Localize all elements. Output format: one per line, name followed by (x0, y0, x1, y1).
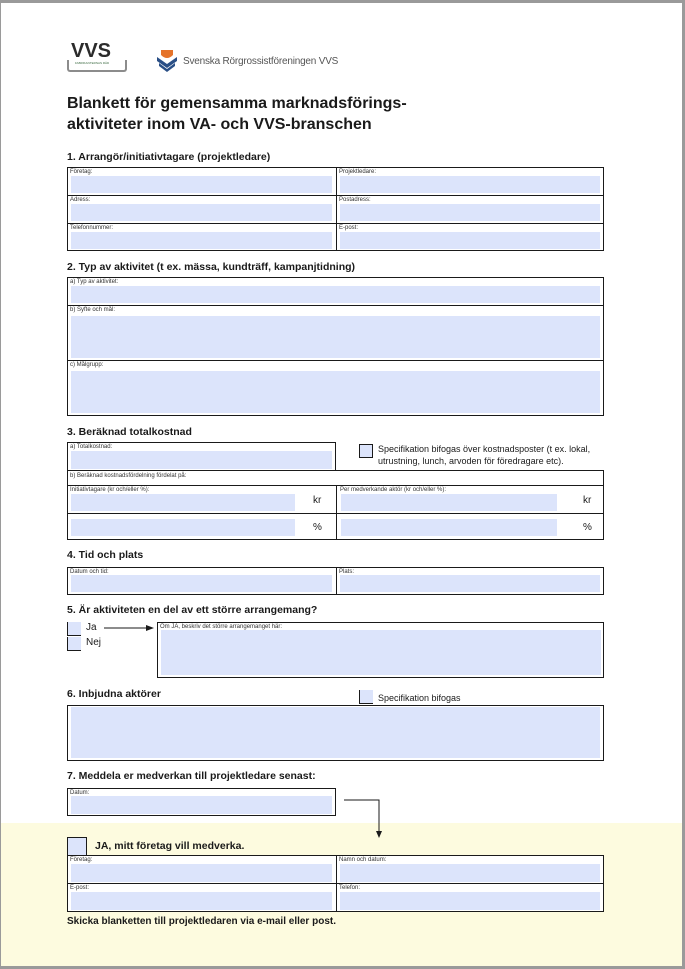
field-label: Företag: (70, 857, 93, 863)
projektledare-input[interactable] (340, 176, 600, 193)
ja-label: Ja (86, 622, 97, 633)
arrow-right-icon (104, 624, 154, 632)
srf-emblem-icon (157, 50, 177, 72)
field-reply-foretag[interactable] (68, 856, 336, 883)
adress-input[interactable] (71, 204, 332, 221)
field-projektledare[interactable] (337, 168, 603, 195)
telefon-input[interactable] (340, 892, 600, 910)
malgrupp-input[interactable] (71, 371, 600, 413)
initiativtagare-label: Initiativtagare (kr och/eller %): (70, 487, 150, 493)
srf-logo-text: Svenska Rörgrossistföreningen VVS (183, 55, 339, 67)
field-label: Telefon: (339, 885, 361, 891)
nej-checkbox[interactable] (67, 637, 81, 651)
field-label: Datum och tid: (70, 569, 109, 575)
section-2-table (67, 277, 604, 416)
vvs-logo (67, 40, 127, 73)
ja-medverka-label: JA, mitt företag vill medverka. (95, 840, 245, 852)
medverkande-pct-input[interactable] (341, 519, 557, 536)
section-7-title: 7. Meddela er medverkan till projektledare senast: (67, 770, 316, 782)
field-label: Projektledare: (339, 169, 377, 175)
field-inbjudna-aktorer[interactable] (67, 705, 604, 761)
initiativtagare-pct-input[interactable] (71, 519, 295, 536)
ja-medverka-checkbox[interactable] (67, 837, 87, 856)
field-foretag[interactable] (68, 168, 336, 195)
nej-label: Nej (86, 637, 102, 648)
initiativtagare-kr-input[interactable] (71, 494, 295, 511)
kostnadsfordelning-table (67, 470, 604, 540)
footer-instruction: Skicka blanketten till projektledaren via e-mail eller post. (67, 916, 336, 927)
foretag-input[interactable] (71, 176, 332, 193)
ja-checkbox[interactable] (67, 622, 81, 636)
section-4-table (67, 567, 604, 595)
form-page (1, 3, 682, 966)
field-label: Datum: (70, 790, 90, 796)
field-label: Plats: (339, 569, 355, 575)
divider (336, 485, 337, 539)
field-typ-av-aktivitet[interactable] (68, 278, 603, 305)
storre-arrangemang-input[interactable] (161, 630, 601, 675)
field-label: b) Syfte och mål: (70, 307, 116, 313)
field-reply-epost[interactable] (68, 884, 336, 911)
spec-kostnad-label: Specifikation bifogas över kostnadsposter (t ex. lokal, utrustning, lunch, arvoden för föredragare etc). (378, 444, 591, 466)
section-5-title: 5. Är aktiviteten en del av ett större arrangemang? (67, 604, 318, 616)
epost-input[interactable] (340, 232, 600, 249)
arrow-down-icon (344, 799, 384, 839)
field-label: Namn och datum: (339, 857, 387, 863)
syfte-input[interactable] (71, 316, 600, 358)
totalkostnad-input[interactable] (71, 451, 332, 469)
field-telefonnummer[interactable] (68, 224, 336, 251)
field-malgrupp[interactable] (68, 361, 603, 415)
section-1-title: 1. Arrangör/initiativtagare (projektledare) (67, 151, 271, 163)
section-1-table (67, 167, 604, 251)
field-label: Företag: (70, 169, 93, 175)
title-line-1: Blankett för gemensamma marknadsförings- (67, 95, 407, 112)
unit-pct: % (313, 522, 322, 533)
field-label: Adress: (70, 197, 91, 203)
field-label: a) Typ av aktivitet: (70, 279, 119, 285)
field-label: E-post: (70, 885, 90, 891)
section-2-title: 2. Typ av aktivitet (t ex. mässa, kundträff, kampanjtidning) (67, 261, 356, 273)
field-namn-och-datum[interactable] (337, 856, 603, 883)
medverkande-label: Per medverkande aktör (kr och/eller %): (340, 487, 447, 493)
field-datum-och-tid[interactable] (68, 568, 336, 594)
unit-pct: % (583, 522, 592, 533)
plats-input[interactable] (340, 575, 600, 592)
spec-kostnad-checkbox[interactable] (359, 444, 373, 458)
field-label: c) Målgrupp: (70, 362, 104, 368)
field-datum-senast[interactable] (67, 788, 336, 816)
namn-datum-input[interactable] (340, 864, 600, 882)
telefonnummer-input[interactable] (71, 232, 332, 249)
vvs-logo-text: VVS (71, 40, 112, 62)
datum-tid-input[interactable] (71, 575, 332, 592)
reply-foretag-input[interactable] (71, 864, 332, 882)
srf-logo (157, 49, 338, 73)
field-storre-arrangemang[interactable] (157, 622, 604, 678)
section-3-title: 3. Beräknad totalkostnad (67, 426, 192, 438)
medverkande-kr-input[interactable] (341, 494, 557, 511)
field-postadress[interactable] (337, 196, 603, 223)
vvs-logo-bar (67, 60, 127, 72)
field-label: Postadress: (339, 197, 371, 203)
postadress-input[interactable] (340, 204, 600, 221)
field-label: E-post: (339, 225, 359, 231)
title-line-2: aktiviteter inom VA- och VVS-branschen (67, 116, 372, 133)
field-plats[interactable] (337, 568, 603, 594)
field-totalkostnad[interactable] (67, 442, 336, 471)
datum-senast-input[interactable] (71, 796, 332, 814)
field-label: a) Totalkostnad: (70, 444, 113, 450)
field-label: Om JA, beskriv det större arrangemanget här: (160, 624, 283, 630)
field-label: Telefonnummer: (70, 225, 114, 231)
unit-kr: kr (313, 495, 322, 506)
typ-input[interactable] (71, 286, 600, 303)
field-telefon[interactable] (337, 884, 603, 911)
spec-aktorer-checkbox[interactable] (359, 690, 373, 704)
inbjudna-aktorer-input[interactable] (71, 707, 600, 758)
field-adress[interactable] (68, 196, 336, 223)
reply-epost-input[interactable] (71, 892, 332, 910)
reply-table (67, 855, 604, 912)
field-epost[interactable] (337, 224, 603, 251)
vvs-logo-subtext: FABRIKANTERNAS RÅD (75, 61, 110, 65)
spec-aktorer-label: Specifikation bifogas (378, 693, 461, 703)
unit-kr: kr (583, 495, 592, 506)
section-6-title: 6. Inbjudna aktörer (67, 688, 161, 700)
field-syfte-och-mal[interactable] (68, 306, 603, 360)
fordelning-label: b) Beräknad kostnadsfördelning fördelat på: (70, 473, 187, 479)
page-title (67, 93, 407, 135)
section-4-title: 4. Tid och plats (67, 549, 144, 561)
